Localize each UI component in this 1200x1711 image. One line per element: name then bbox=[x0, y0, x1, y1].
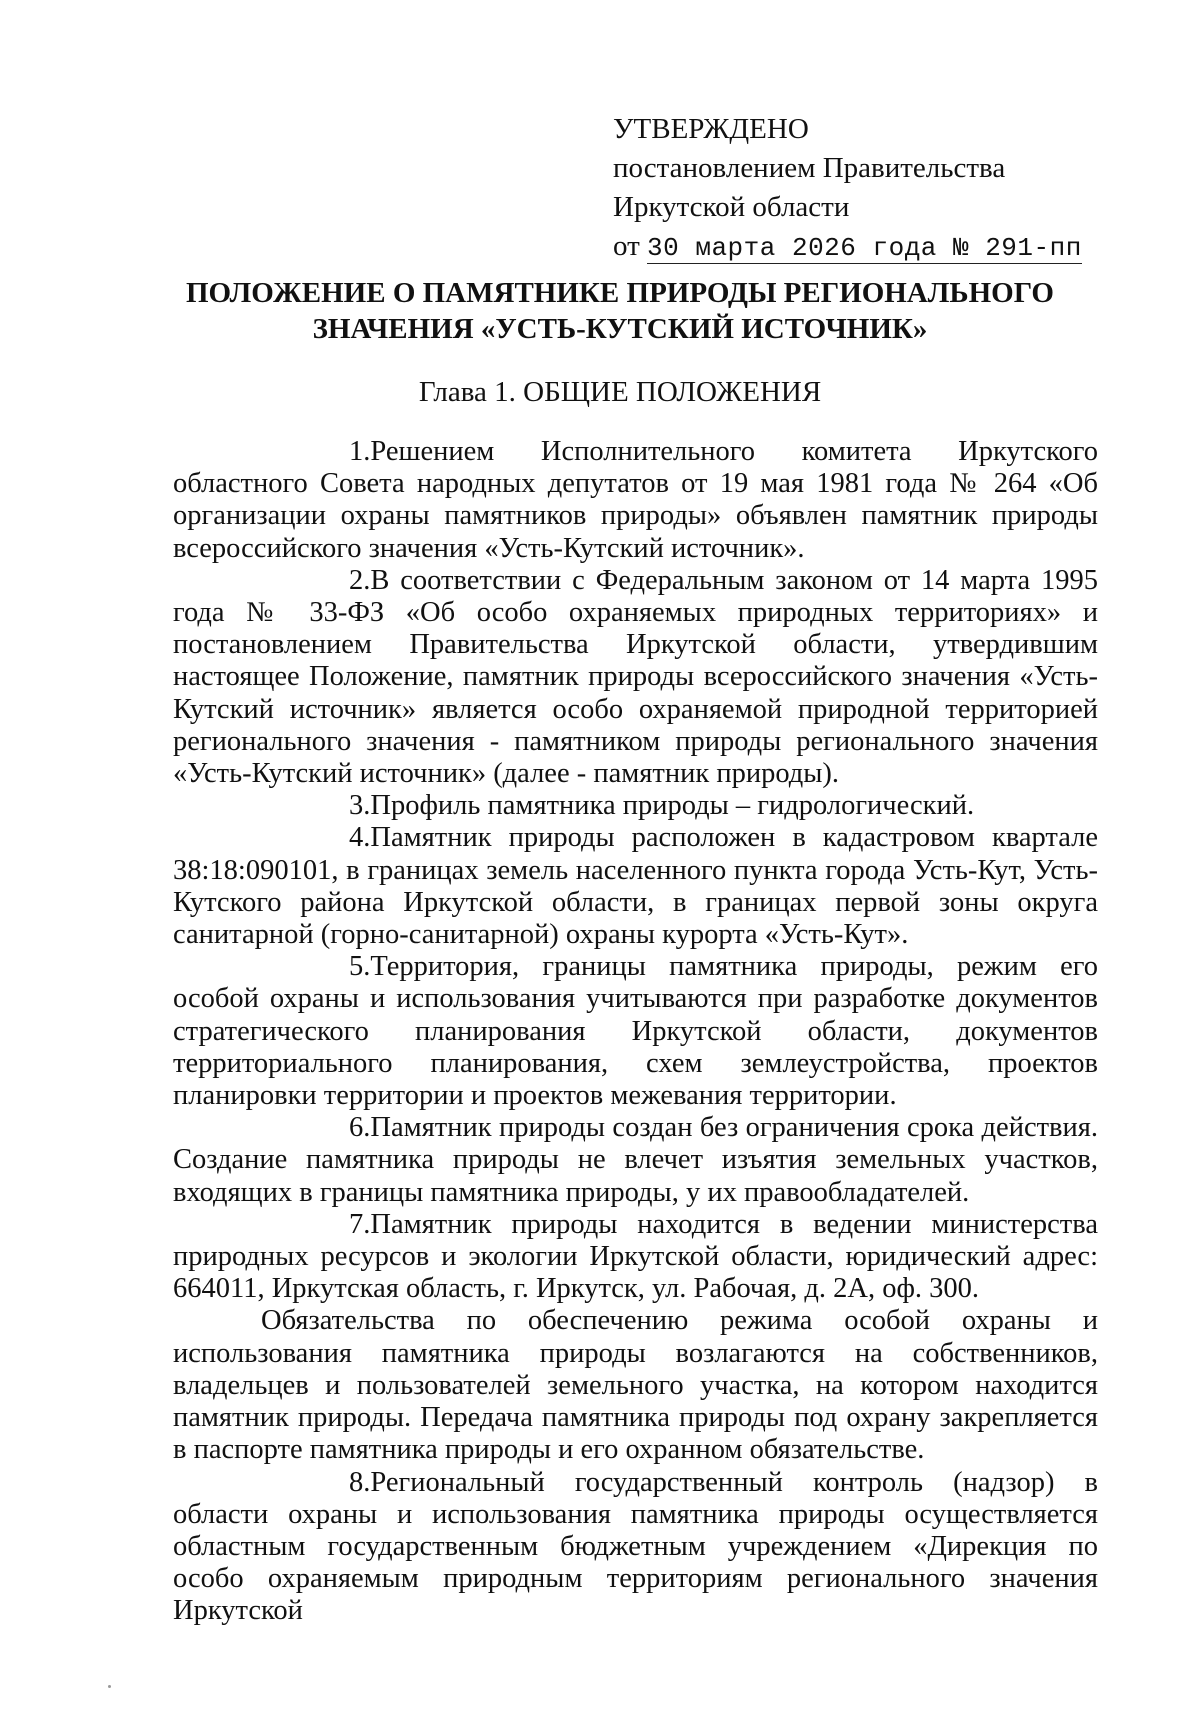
paragraph-number: 2. bbox=[349, 564, 371, 596]
paragraph-3 bbox=[173, 790, 1098, 822]
chapter-heading: Глава 1. ОБЩИЕ ПОЛОЖЕНИЯ bbox=[418, 376, 822, 408]
document-title-line-2: ЗНАЧЕНИЯ «УСТЬ-КУТСКИЙ ИСТОЧНИК» bbox=[312, 313, 928, 345]
paragraph-number: 1. bbox=[349, 436, 371, 467]
paragraph-7-continued bbox=[173, 1305, 1098, 1466]
paragraph-number: 7. bbox=[349, 1208, 371, 1240]
paragraph-text: Профиль памятника природы – гидрологический. bbox=[370, 790, 975, 822]
paragraph-text: Памятник природы создан без ограничения срока действия. Создание памятника природы не влечет изъятия земельных участков, входящих в границы памятника природы, у их правообладателей. bbox=[173, 1112, 1098, 1208]
approval-region: Иркутской области bbox=[613, 191, 850, 223]
paragraph-number: 5. bbox=[349, 951, 371, 983]
document-title-line-1: ПОЛОЖЕНИЕ О ПАМЯТНИКЕ ПРИРОДЫ РЕГИОНАЛЬНОГО bbox=[185, 277, 1054, 309]
paragraph-number: 6. bbox=[349, 1112, 371, 1144]
paragraph-text: Обязательства по обеспечению режима особой охраны и использования памятника природы возлагаются на собственников, владельцев и пользователей земельного участка, на котором находится памятник природы. Передача памятника природы под охрану закрепляется в паспорте памятника природы и его охранном обязательстве. bbox=[173, 1305, 1098, 1466]
paragraph-text: Решением Исполнительного комитета Иркутского областного Совета народных депутатов от 19 мая 1981 года № 264 «Об организации охраны памятников природы» объявлен памятник природы всероссийского значения «Усть-Кутский источник». bbox=[173, 436, 1098, 564]
paragraph-8 bbox=[173, 1467, 1098, 1628]
paragraph-number: 8. bbox=[349, 1466, 371, 1498]
approval-heading: УТВЕРЖДЕНО bbox=[613, 113, 809, 145]
paragraph-6 bbox=[173, 1112, 1098, 1209]
paragraph-text: Памятник природы находится в ведении министерства природных ресурсов и экологии Иркутской области, юридический адрес: 664011, Иркутская область, г. Иркутск, ул. Рабочая, д. 2А, оф. 300. bbox=[173, 1208, 1098, 1305]
approval-date-value: 30 марта 2026 года № 291-пп bbox=[647, 233, 1082, 263]
approval-stamp bbox=[613, 110, 1082, 268]
approval-date-prefix: от bbox=[613, 230, 640, 262]
paragraph-text: Памятник природы расположен в кадастровом квартале 38:18:090101, в границах земель населенного пункта города Усть-Кут, Усть-Кутского района Иркутской области, в границах первой зоны округа санитарной (горно-санитарной) охраны курорта «Усть-Кут». bbox=[173, 822, 1098, 951]
approval-by-resolution: постановлением Правительства bbox=[613, 152, 1006, 184]
document-body bbox=[173, 436, 1098, 1628]
paragraph-number: 3. bbox=[349, 790, 371, 822]
scan-speck bbox=[108, 1685, 111, 1688]
paragraph-5 bbox=[173, 951, 1098, 1112]
paragraph-1 bbox=[173, 436, 1098, 565]
paragraph-4 bbox=[173, 822, 1098, 951]
document-title bbox=[170, 275, 1070, 347]
paragraph-text: В соответствии с Федеральным законом от 14 марта 1995 года № 33-ФЗ «Об особо охраняемых природных территориях» и постановлением Правительства Иркутской области, утвердившим настоящее Положение, памятник природы всероссийского значения «Усть-Кутский источник» является особо охраняемой природной территорией регионального значения - памятником природы регионального значения «Усть-Кутский источник» (далее - памятник природы). bbox=[173, 564, 1098, 790]
paragraph-number: 4. bbox=[349, 822, 371, 854]
paragraph-text: Региональный государственный контроль (надзор) в области охраны и использования памятника природы осуществляется областным государственным бюджетным учреждением «Дирекция по особо охраняемым природным территориям регионального значения Иркутской bbox=[173, 1466, 1098, 1627]
paragraph-7 bbox=[173, 1209, 1098, 1306]
paragraph-text: Территория, границы памятника природы, режим его особой охраны и использования учитываются при разработке документов стратегического планирования Иркутской области, документов территориального планирования, схем землеустройства, проектов планировки территории и проектов межевания территории. bbox=[173, 951, 1098, 1112]
approval-date-line bbox=[613, 227, 1082, 268]
paragraph-2 bbox=[173, 565, 1098, 790]
